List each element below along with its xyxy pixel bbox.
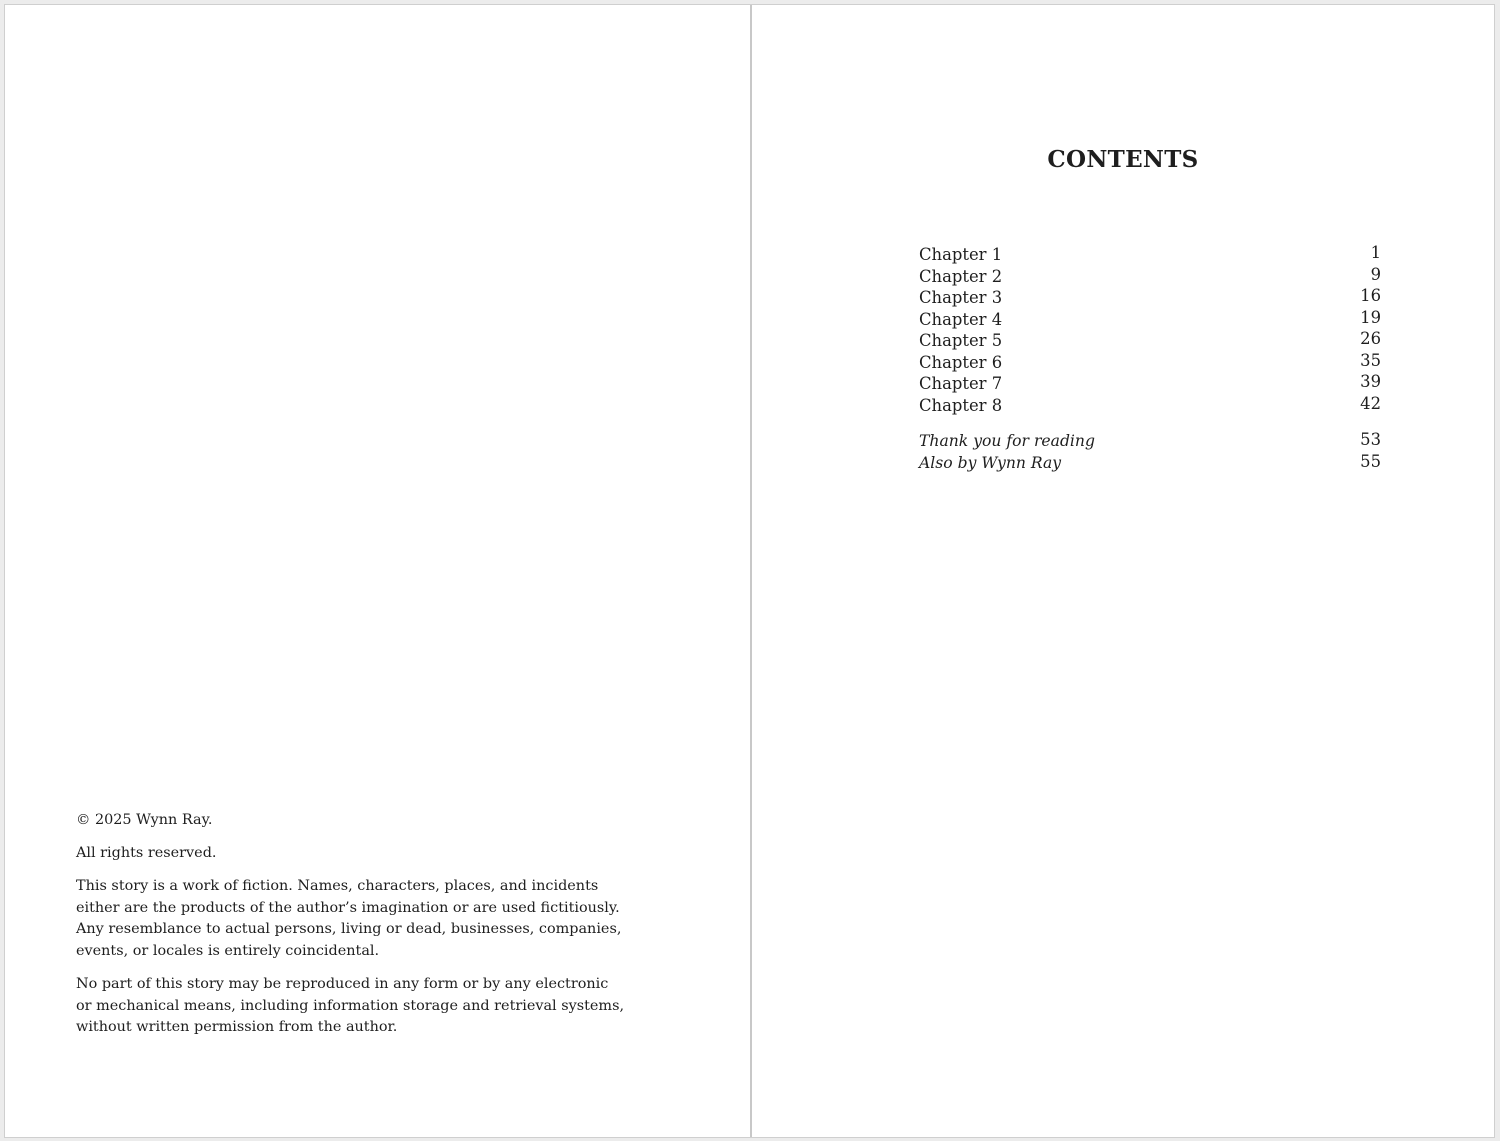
toc-entry-chapter-4[interactable]	[919, 309, 1381, 331]
contents-title: CONTENTS	[1047, 146, 1199, 173]
toc-entry-label: Chapter 2	[919, 266, 1003, 286]
toc-entry-label: Also by Wynn Ray	[919, 453, 1062, 472]
toc-entry-page: 19	[1360, 307, 1381, 327]
toc-entry-page: 42	[1360, 393, 1381, 413]
copyright-page	[5, 5, 750, 1137]
toc-entry-label: Chapter 4	[919, 309, 1003, 329]
toc-entry-page: 39	[1360, 372, 1381, 391]
toc-entry-label: Chapter 8	[919, 395, 1003, 415]
toc-entry-page: 9	[1370, 264, 1381, 284]
toc-entry-label: Chapter 5	[919, 331, 1003, 350]
toc-entry-page: 35	[1360, 350, 1381, 370]
book-spread	[4, 4, 1495, 1138]
table-of-contents	[919, 244, 1381, 474]
toc-entry-label: Chapter 7	[919, 374, 1003, 393]
toc-entry-page: 26	[1360, 329, 1381, 348]
toc-entry-chapter-7[interactable]	[919, 373, 1381, 395]
toc-entry-chapter-8[interactable]	[919, 395, 1381, 417]
toc-entry-thank-you[interactable]	[919, 431, 1381, 453]
toc-entry-chapter-5[interactable]	[919, 330, 1381, 352]
fiction-notice: This story is a work of fiction. Names, characters, places, and incidents either are the products of the author’s imagination or are used fictitiously. Any resemblance to actual persons, living or dead, businesses, companies, events, or locales is entirely coincidental.	[76, 878, 622, 959]
toc-entry-page: 16	[1360, 286, 1381, 305]
toc-entry-label: Chapter 3	[919, 288, 1003, 307]
toc-section-gap	[919, 416, 1381, 431]
toc-entry-also-by[interactable]	[919, 453, 1381, 475]
toc-entry-label: Thank you for reading	[919, 432, 1095, 450]
toc-entry-chapter-6[interactable]	[919, 352, 1381, 374]
toc-entry-page: 55	[1360, 451, 1381, 471]
reproduction-notice: No part of this story may be reproduced in any form or by any electronic or mechanical means, including information storage and retrieval systems, without written permission from the author.	[76, 976, 625, 1036]
toc-entry-label: Chapter 6	[919, 352, 1003, 372]
rights-reserved: All rights reserved.	[76, 845, 217, 862]
copyright-line: © 2025 Wynn Ray.	[76, 812, 213, 828]
toc-entry-page: 53	[1360, 430, 1381, 449]
contents-page	[751, 5, 1495, 1137]
copyright-block	[76, 810, 626, 1050]
toc-entry-chapter-2[interactable]	[919, 266, 1381, 288]
toc-entry-chapter-3[interactable]	[919, 287, 1381, 309]
toc-entry-chapter-1[interactable]	[919, 244, 1381, 266]
toc-entry-page: 1	[1370, 243, 1381, 262]
toc-entry-label: Chapter 1	[919, 245, 1003, 264]
